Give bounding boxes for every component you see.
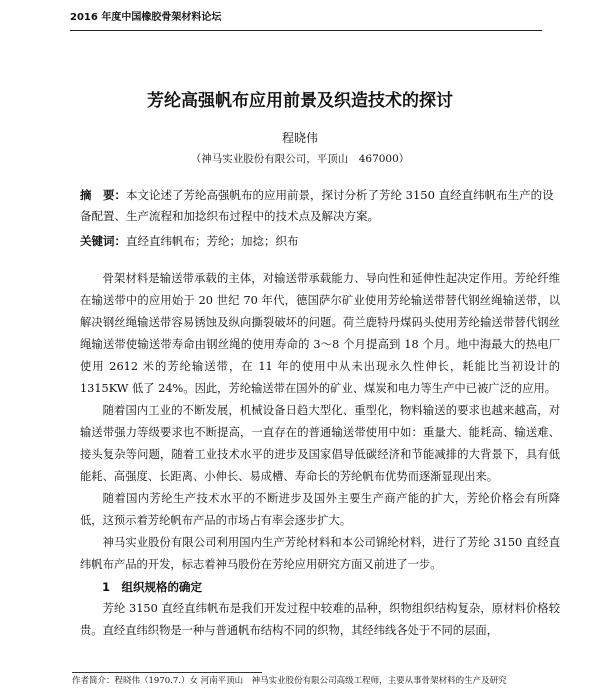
abstract xyxy=(80,185,560,227)
running-header-text: 2016 年度中国橡胶骨架材料论坛 xyxy=(70,12,222,23)
keywords-label: 关键词： xyxy=(80,234,126,248)
keywords-text: 直经直纬帆布；芳纶；加捻；织布 xyxy=(126,234,299,248)
author-footnote: 作者简介：程晓伟（1970.7.）女 河南平顶山 神马实业股份有限公司高级工程师，主要从事骨架材料的生产及研究 xyxy=(72,676,507,686)
author-name: 程晓伟 xyxy=(281,131,318,145)
abstract-label: 摘 要： xyxy=(80,188,126,202)
keywords xyxy=(80,231,560,251)
footnote-divider xyxy=(72,672,262,673)
author-affiliation: （神马实业股份有限公司，平顶山 467000） xyxy=(190,153,410,165)
paragraph-3: 随着国内芳纶生产技术水平的不断进步及国外主要生产商产能的扩大，芳纶价格会有所降低，这预示着芳纶帆布产品的市场占有率会逐步扩大。 xyxy=(80,492,560,527)
paragraph-1: 骨架材料是输送带承载的主体，对输送带承载能力、导向性和延伸性起决定作用。芳纶纤维在输送带中的应用始于 20 世纪 70 年代，德国萨尔矿业使用芳纶输送带替代钢丝绳输送带，以解决钢丝绳输送带容易锈蚀及纵向撕裂破坏的问题。荷兰鹿特丹煤码头使用芳纶输送带替代钢丝绳输送带使输送带寿命由钢丝绳的使用寿命的 3～8 个月提高到 18 个月。地中海最大的热电厂使用 2612 米的芳纶输送带，在 11 年的使用中从未出现永久性伸长，耗能比当初设计的 1315KW 低了 24%。因此，芳纶输送带在国外的矿业、煤炭和电力等生产中已被广泛的应用。 xyxy=(80,272,560,395)
paragraph-5: 芳纶 3150 直经直纬帆布是我们开发过程中较难的品种，织物组织结构复杂，原材料价格较贵。直经直纬织物是一种与普通帆布结构不同的织物，其经纬线各处于不同的层面， xyxy=(80,602,560,637)
abstract-text: 本文论述了芳纶高强帆布的应用前景，探讨分析了芳纶 3150 直经直纬帆布生产的设备配置、生产流程和加捻织布过程中的技术点及解决方案。 xyxy=(80,188,554,223)
paragraph-4: 神马实业股份有限公司利用国内生产芳纶材料和本公司锦纶材料，进行了芳纶 3150 直经直纬帆布产品的开发，标志着神马股份在芳纶应用研究方面又前进了一步。 xyxy=(80,536,560,571)
running-header xyxy=(70,6,542,31)
paragraph-2: 随着国内工业的不断发展，机械设备日趋大型化、重型化，物料输送的要求也越来越高，对输送带强力等级要求也不断提高，一直存在的普通输送带使用中如：重量大、能耗高、输送难、接头复杂等问题，随着工业技术水平的进步及国家倡导低碳经济和节能减排的大背景下，具有低能耗、高强度、长距离、小伸长、易成槽、寿命长的芳纶帆布优势而逐渐显现出来。 xyxy=(80,404,560,483)
article-title: 芳纶高强帆布应用前景及织造技术的探讨 xyxy=(147,91,453,111)
article-body xyxy=(80,268,560,642)
section-heading-1: 1 组织规格的确定 xyxy=(102,580,203,594)
